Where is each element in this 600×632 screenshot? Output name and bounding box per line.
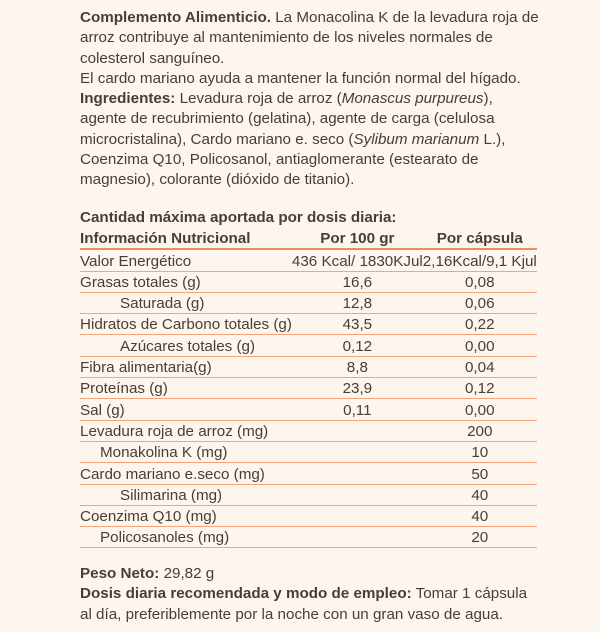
table-row <box>80 249 537 271</box>
nutrition-table <box>80 228 537 548</box>
table-row <box>80 378 537 399</box>
header-info: Información Nutricional <box>80 228 292 249</box>
cardo-paragraph: El cardo mariano ayuda a mantener la función normal del hígado. <box>80 69 521 87</box>
row-per-100g <box>292 463 423 484</box>
row-label: Hidratos de Carbono totales (g) <box>80 314 292 335</box>
row-label: Sal (g) <box>80 399 292 420</box>
row-per-100g <box>292 505 423 526</box>
table-row <box>80 527 537 548</box>
table-row <box>80 484 537 505</box>
row-per-capsule: 50 <box>423 463 537 484</box>
row-label: Monakolina K (mg) <box>80 441 292 462</box>
table-row <box>80 292 537 313</box>
ingredientes-latin-2: Sylibum marianum <box>353 130 480 148</box>
table-row <box>80 271 537 292</box>
row-per-100g <box>292 484 423 505</box>
row-per-100g: 16,6 <box>292 271 423 292</box>
row-per-capsule: 0,04 <box>423 356 537 377</box>
row-per-capsule: 0,00 <box>423 399 537 420</box>
dosis-text: Tomar 1 cápsula al día, preferiblemente por la noche con un gran vaso de agua. <box>80 585 528 623</box>
table-header-row <box>80 228 537 249</box>
complemento-paragraph <box>80 8 540 69</box>
ingredientes-text-2: ), agente de recubrimiento (gelatina), agente de carga (celulosa microcristalina), Cardo mariano e. seco ( <box>80 90 495 148</box>
header-per-100g: Por 100 gr <box>292 228 423 249</box>
row-per-capsule: 0,06 <box>423 292 537 313</box>
peso-label: Peso Neto: <box>80 565 160 582</box>
row-per-capsule: 0,00 <box>423 335 537 356</box>
row-per-100g: 0,12 <box>292 335 423 356</box>
row-per-100g <box>292 420 423 441</box>
ingredientes-latin-1: Monascus purpureus <box>341 90 484 108</box>
row-per-capsule: 2,16Kcal/9,1 Kjul <box>423 249 537 271</box>
row-per-100g: 43,5 <box>292 314 423 335</box>
row-per-capsule: 0,08 <box>423 271 537 292</box>
table-row <box>80 463 537 484</box>
header-per-capsule: Por cápsula <box>423 228 537 249</box>
ingredientes-text-1: Levadura roja de arroz ( <box>179 90 342 108</box>
row-per-capsule: 10 <box>423 441 537 462</box>
row-label: Silimarina (mg) <box>80 484 292 505</box>
table-row <box>80 441 537 462</box>
row-label: Levadura roja de arroz (mg) <box>80 420 292 441</box>
ingredientes-label: Ingredientes: <box>80 90 176 108</box>
complemento-label: Complemento Alimenticio. <box>80 9 271 26</box>
peso-neto <box>80 564 540 584</box>
complemento-text: La Monacolina K de la levadura roja de arroz contribuye al mantenimiento de los niveles normales de colesterol sanguíneo. <box>80 9 539 67</box>
peso-value: 29,82 g <box>163 565 215 582</box>
table-row <box>80 335 537 356</box>
table-row <box>80 505 537 526</box>
row-per-capsule: 200 <box>423 420 537 441</box>
table-row <box>80 314 537 335</box>
row-label: Grasas totales (g) <box>80 271 292 292</box>
row-label: Proteínas (g) <box>80 378 292 399</box>
row-label: Coenzima Q10 (mg) <box>80 505 292 526</box>
row-per-capsule: 40 <box>423 505 537 526</box>
dosis-label: Dosis diaria recomendada y modo de empleo: <box>80 585 412 603</box>
row-per-100g: 23,9 <box>292 378 423 399</box>
ingredientes-paragraph <box>80 89 540 190</box>
row-per-100g: 0,11 <box>292 399 423 420</box>
intro-text <box>80 8 540 191</box>
row-per-100g: 436 Kcal/ 1830KJul <box>292 249 423 271</box>
row-per-capsule: 0,12 <box>423 378 537 399</box>
row-per-100g: 12,8 <box>292 292 423 313</box>
footer-text <box>80 564 540 625</box>
row-per-capsule: 0,22 <box>423 314 537 335</box>
row-per-100g <box>292 441 423 462</box>
row-label: Fibra alimentaria(g) <box>80 356 292 377</box>
ingredientes-text-3: L.), Coenzima Q10, Policosanol, antiaglomerante (estearato de magnesio), colorante (dióxido de titanio). <box>80 130 506 189</box>
table-row <box>80 399 537 420</box>
table-row <box>80 356 537 377</box>
row-label: Saturada (g) <box>80 292 292 313</box>
row-label: Azúcares totales (g) <box>80 335 292 356</box>
row-label: Policosanoles (mg) <box>80 527 292 548</box>
row-per-capsule: 40 <box>423 484 537 505</box>
row-per-capsule: 20 <box>423 527 537 548</box>
row-per-100g: 8,8 <box>292 356 423 377</box>
row-per-100g <box>292 527 423 548</box>
row-label: Valor Energético <box>80 249 292 271</box>
dosis-paragraph <box>80 584 540 625</box>
table-row <box>80 420 537 441</box>
table-title: Cantidad máxima aportada por dosis diaria: <box>80 209 397 226</box>
row-label: Cardo mariano e.seco (mg) <box>80 463 292 484</box>
